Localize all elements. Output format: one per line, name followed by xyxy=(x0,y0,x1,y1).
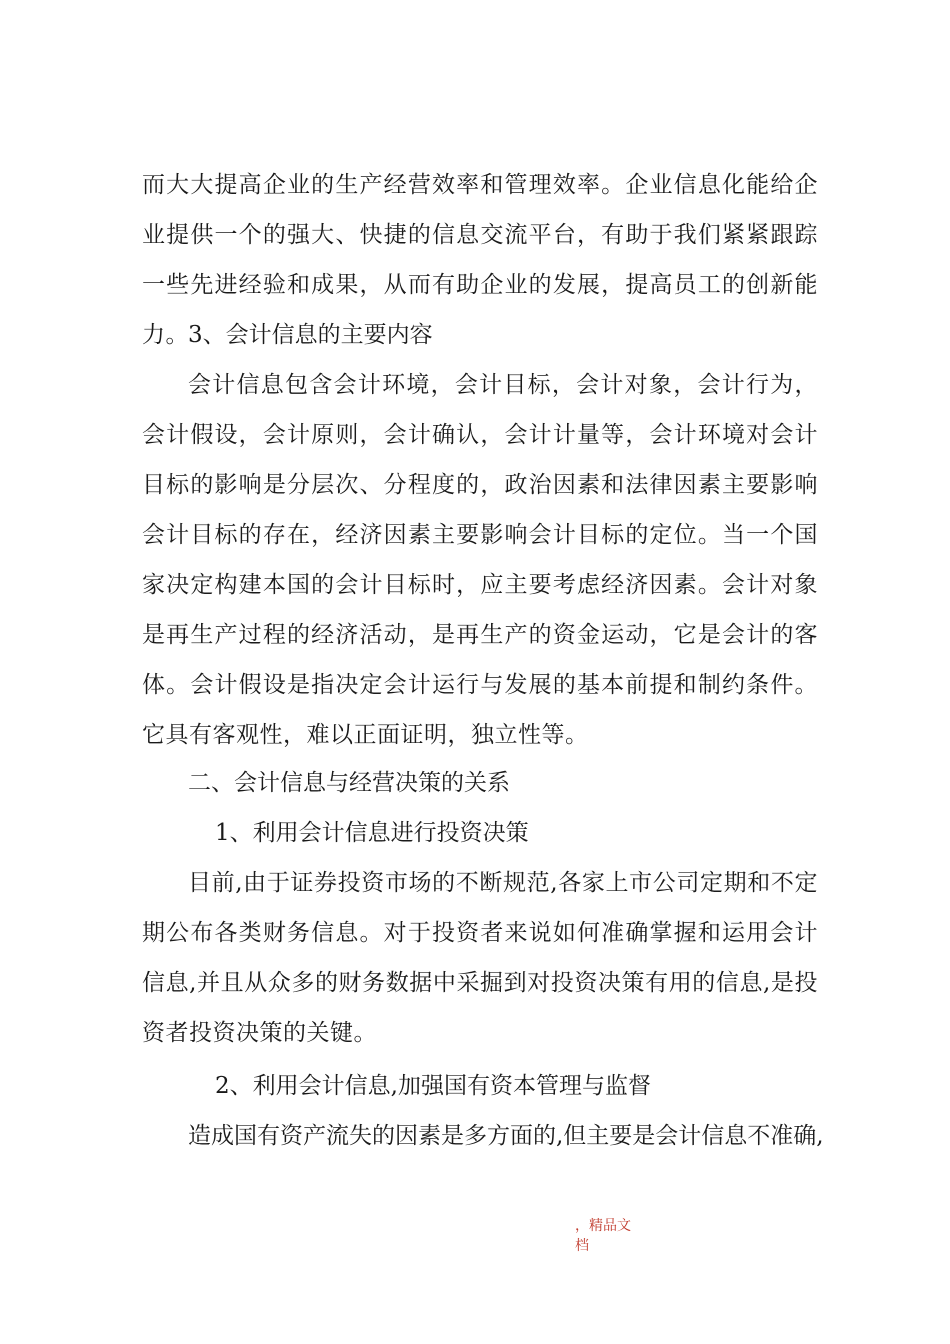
heading-state-capital-supervision: 2、利用会计信息,加强国有资本管理与监督 xyxy=(215,1073,651,1099)
heading-info-decision-relation: 二、会计信息与经营决策的关系 xyxy=(188,770,510,796)
paragraph-enterprise-informatization: 而大大提高企业的生产经营效率和管理效率。企业信息化能给企业提供一个的强大、快捷的信息交流平台，有助于我们紧紧跟踪一些先进经验和成果，从而有助企业的发展，提高员工的创新能力。 xyxy=(142,172,818,348)
heading-accounting-info-content: 3、会计信息的主要内容 xyxy=(188,322,433,348)
footer-note-line-1: ，精品文 xyxy=(575,1218,631,1234)
paragraph-state-asset-loss: 造成国有资产流失的因素是多方面的,但主要是会计信息不准确, xyxy=(188,1123,824,1149)
paragraph-investment-decision: 目前,由于证券投资市场的不断规范,各家上市公司定期和不定期公布各类财务信息。对于投资者来说如何准确掌握和运用会计信息,并且从众多的财务数据中采掘到对投资决策有用的信息,是投资者投资决策的关键。 xyxy=(142,870,818,1046)
paragraph-accounting-info-content: 会计信息包含会计环境，会计目标，会计对象，会计行为，会计假设，会计原则，会计确认，会计计量等，会计环境对会计目标的影响是分层次、分程度的，政治因素和法律因素主要影响会计目标的存在，经济因素主要影响会计目标的定位。当一个国家决定构建本国的会计目标时，应主要考虑经济因素。会计对象是再生产过程的经济活动，是再生产的资金运动，它是会计的客体。会计假设是指决定会计运行与发展的基本前提和制约条件。它具有客观性，难以正面证明，独立性等。 xyxy=(142,372,818,748)
footer-watermark-note xyxy=(575,1216,655,1256)
footer-note-line-2: 档 xyxy=(575,1238,589,1254)
heading-investment-decision: 1、利用会计信息进行投资决策 xyxy=(215,820,529,846)
